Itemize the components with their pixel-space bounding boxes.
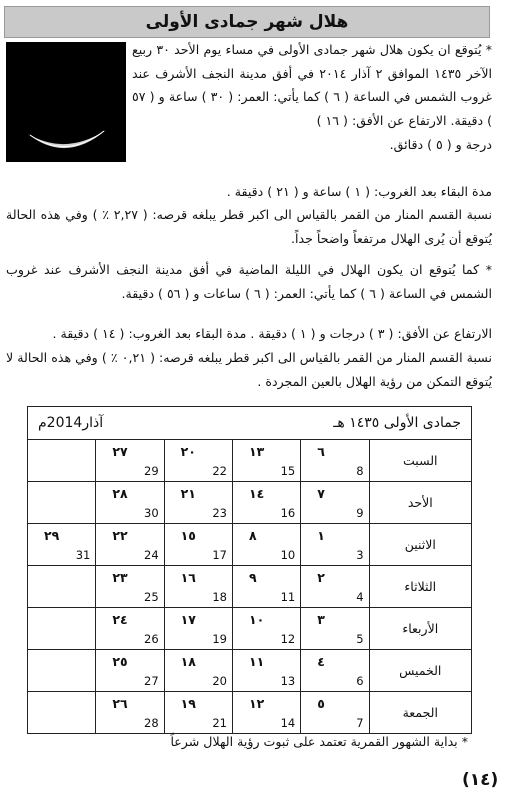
gregorian-day-number: 30: [144, 506, 159, 520]
gregorian-day-number: 15: [280, 464, 296, 478]
hijri-day-number: ٤: [317, 654, 325, 669]
hijri-day-number: ١٦: [180, 570, 196, 585]
day-name-cell: الخميس: [369, 650, 471, 692]
hijri-day-number: ٦: [317, 444, 325, 459]
hijri-day-number: ١٨: [180, 654, 196, 669]
hijri-day-number: ١٧: [180, 612, 196, 627]
date-cell: [28, 524, 96, 566]
gregorian-day-number: 22: [212, 464, 227, 478]
gregorian-day-number: 10: [280, 548, 296, 562]
date-cell: [301, 482, 369, 524]
day-name-cell: الأربعاء: [369, 608, 471, 650]
date-cell: [164, 692, 232, 734]
hijri-day-number: ١٣: [248, 444, 265, 459]
hijri-day-number: ١٥: [180, 528, 196, 543]
calendar-row: [28, 482, 472, 524]
date-cell: [96, 440, 164, 482]
gregorian-day-number: 14: [280, 716, 296, 730]
hijri-day-number: ٢٩: [44, 528, 60, 543]
hijri-day-number: ١٢: [248, 696, 265, 711]
gregorian-day-number: 18: [212, 590, 227, 604]
gregorian-day-number: 25: [144, 590, 159, 604]
calendar-row: [28, 692, 472, 734]
date-cell: [96, 482, 164, 524]
calendar-row: [28, 566, 472, 608]
gregorian-day-number: 26: [144, 632, 159, 646]
gregorian-day-number: 19: [212, 632, 227, 646]
date-cell: [301, 566, 369, 608]
day-name-cell: السبت: [369, 440, 471, 482]
date-cell: [301, 692, 369, 734]
gregorian-day-number: 11: [280, 590, 296, 604]
page-number: (١٤): [462, 770, 499, 790]
date-cell: [164, 440, 232, 482]
calendar-row: [28, 608, 472, 650]
hijri-day-number: ٢٢: [112, 528, 128, 543]
gregorian-day-number: 21: [212, 716, 227, 730]
date-cell: [28, 650, 96, 692]
hijri-day-number: ٢: [317, 570, 325, 585]
hijri-day-number: ٩: [248, 570, 257, 585]
hijri-day-number: ٢٥: [112, 654, 128, 669]
gregorian-day-number: 27: [144, 674, 159, 688]
date-cell: [96, 608, 164, 650]
date-cell: [28, 482, 96, 524]
date-cell: [232, 692, 300, 734]
gregorian-day-number: 8: [356, 464, 364, 478]
hijri-day-number: ٨: [248, 528, 257, 543]
date-cell: [301, 608, 369, 650]
hijri-day-number: ٢٦: [112, 696, 128, 711]
date-cell: [301, 524, 369, 566]
text-paragraph-3: نسبة القسم المنار من القمر بالقياس الى اكبر قطر يبلغه قرصه: ( ٢,٢٧ ٪ ) وفي هذه الحالة يُتوقع أن يُرى الهلال مرتفعاً واضحاً جداً.: [6, 207, 492, 246]
date-cell: [164, 650, 232, 692]
hijri-month-label: جمادى الأولى ١٤٣٥ هـ: [333, 415, 461, 431]
hijri-day-number: ٢٨: [112, 486, 128, 501]
gregorian-day-number: 13: [280, 674, 296, 688]
text-paragraph-5: الارتفاع عن الأفق: ( ٣ ) درجات و ( ١ ) دقيقة . مدة البقاء بعد الغروب: ( ١٤ ) دقيقة .: [52, 326, 492, 341]
gregorian-day-number: 31: [75, 548, 91, 562]
text-paragraph-6: نسبة القسم المنار من القمر بالقياس الى اكبر قطر يبلغه قرصه: ( ٠,٢١ ٪ ) وفي هذه الحالة لا يُتوقع التمكن من رؤية الهلال بالعين المجردة .: [6, 350, 492, 389]
page-title: هلال شهر جمادى الأولى: [4, 6, 490, 38]
calendar-row: [28, 440, 472, 482]
hijri-day-number: ٢٤: [112, 612, 128, 627]
gregorian-day-number: 5: [356, 632, 364, 646]
calendar-header-row: [28, 407, 472, 440]
hijri-day-number: ١: [317, 528, 325, 543]
calendar-row: [28, 524, 472, 566]
date-cell: [96, 524, 164, 566]
text-paragraph-2: مدة البقاء بعد الغروب: ( ١ ) ساعة و ( ٢١ ) دقيقة .: [226, 184, 492, 199]
date-cell: [96, 566, 164, 608]
date-cell: [164, 482, 232, 524]
date-cell: [28, 692, 96, 734]
hijri-day-number: ١٠: [248, 612, 265, 627]
date-cell: [232, 650, 300, 692]
text-paragraph-1: * يُتوقع ان يكون هلال شهر جمادى الأولى في مساء يوم الأحد ٣٠ ربيع الآخر ١٤٣٥ الموافق ٢ آذار ٢٠١٤ في أفق مدينة النجف الأشرف عند غروب الشمس في الساعة ( ٦ ) كما يأتي: العمر: ( ٣٠ ) ساعة و ( ٥٧ ) دقيقة. الارتفاع عن الأفق: ( ١٦ ): [132, 42, 493, 128]
calendar-table: [27, 406, 472, 734]
date-cell: [232, 482, 300, 524]
date-cell: [232, 608, 300, 650]
date-cell: [301, 440, 369, 482]
date-cell: [96, 650, 164, 692]
gregorian-day-number: 23: [212, 506, 227, 520]
footnote: * بداية الشهور القمرية تعتمد على ثبوت رؤية الهلال شرعاً: [170, 734, 468, 749]
date-cell: [232, 566, 300, 608]
date-cell: [28, 566, 96, 608]
hijri-day-number: ١٤: [248, 486, 265, 501]
date-cell: [164, 524, 232, 566]
date-cell: [301, 650, 369, 692]
gregorian-day-number: 6: [356, 674, 364, 688]
hijri-day-number: ١١: [248, 654, 265, 669]
date-cell: [28, 608, 96, 650]
date-cell: [164, 608, 232, 650]
text-paragraph-4: * كما يُتوقع ان يكون الهلال في الليلة الماضية في أفق مدينة النجف الأشرف عند غروب الشمس في الساعة ( ٦ ) كما يأتي: العمر: ( ٦ ) ساعات و ( ٥٦ ) دقيقة.: [6, 262, 492, 301]
gregorian-day-number: 16: [280, 506, 296, 520]
date-cell: [164, 566, 232, 608]
date-cell: [232, 440, 300, 482]
gregorian-day-number: 24: [144, 548, 159, 562]
gregorian-day-number: 3: [356, 548, 364, 562]
date-cell: [232, 524, 300, 566]
hijri-day-number: ٢٠: [180, 444, 196, 459]
day-name-cell: الثلاثاء: [369, 566, 471, 608]
hijri-day-number: ٣: [317, 612, 325, 627]
day-name-cell: الأحد: [369, 482, 471, 524]
date-cell: [28, 440, 96, 482]
day-name-cell: الاثنين: [369, 524, 471, 566]
hijri-day-number: ٢١: [180, 486, 196, 501]
gregorian-day-number: 4: [356, 590, 364, 604]
gregorian-day-number: 28: [144, 716, 159, 730]
gregorian-day-number: 29: [144, 464, 159, 478]
day-name-cell: الجمعة: [369, 692, 471, 734]
hijri-day-number: ٢٣: [112, 570, 128, 585]
hijri-day-number: ٧: [317, 486, 325, 501]
calendar-row: [28, 650, 472, 692]
hijri-day-number: ١٩: [180, 696, 196, 711]
gregorian-day-number: 12: [280, 632, 296, 646]
gregorian-day-number: 9: [356, 506, 364, 520]
date-cell: [96, 692, 164, 734]
hijri-day-number: ٢٧: [112, 444, 128, 459]
gregorian-day-number: 7: [356, 716, 364, 730]
gregorian-month-label: آذار2014م: [38, 415, 104, 431]
gregorian-day-number: 20: [212, 674, 227, 688]
gregorian-day-number: 17: [212, 548, 227, 562]
text-paragraph-1-continued: درجة و ( ٥ ) دقائق.: [389, 137, 492, 152]
hijri-day-number: ٥: [317, 696, 325, 711]
